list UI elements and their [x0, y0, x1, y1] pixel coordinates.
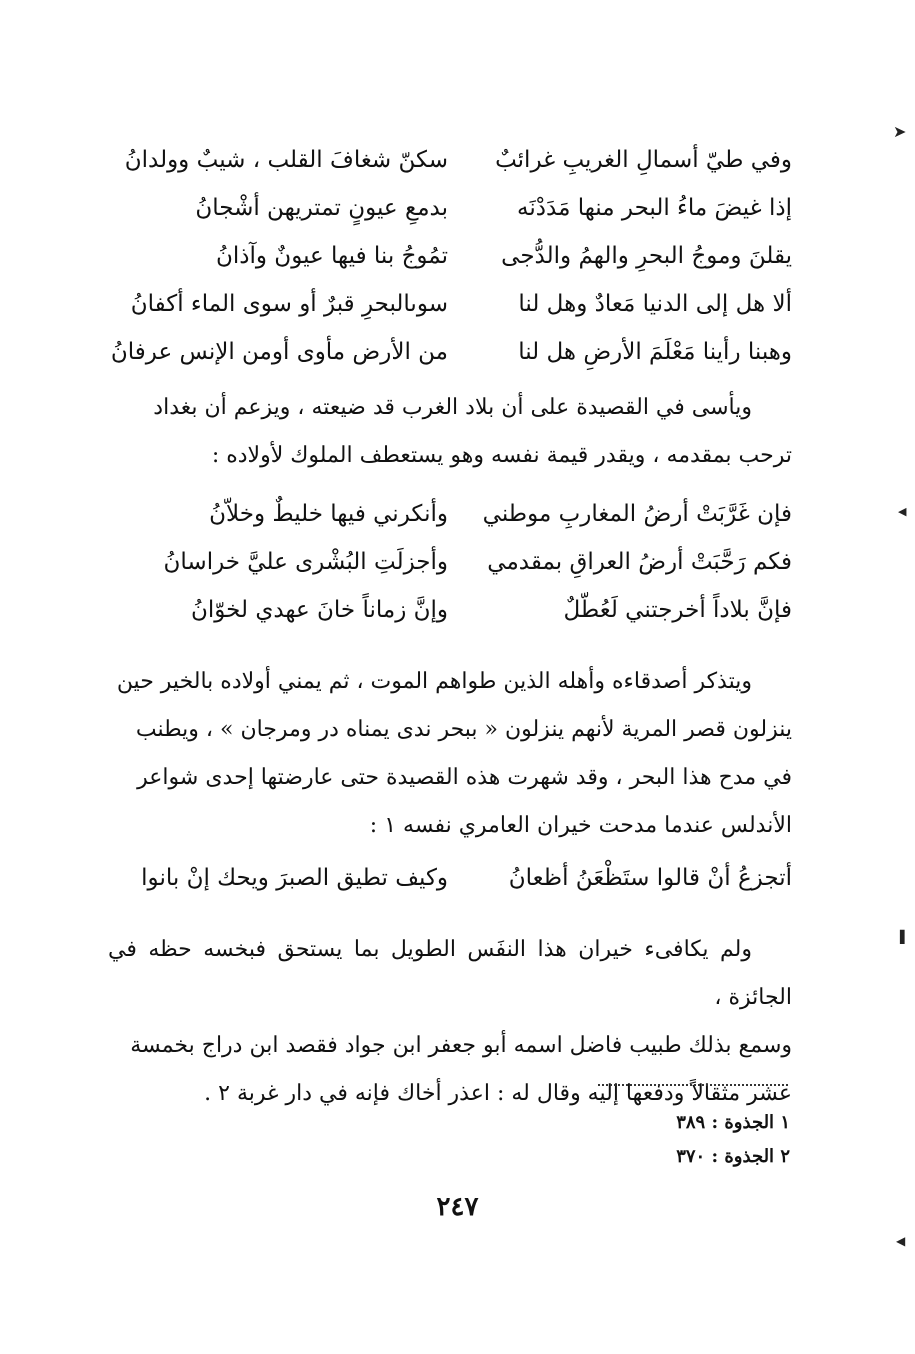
verse-first-hemistich: وفي طيّ أسمالِ الغريبِ غرائبٌ [495, 147, 792, 173]
verse-first-hemistich: فإن غَرَّبَتْ أرضُ المغاربِ موطني [482, 501, 792, 527]
prose-line: ويتذكر أصدقاءه وأهله الذين طواهم الموت ، ثم يمني أولاده بالخير حين [116, 669, 752, 694]
poem-block-2 [108, 490, 792, 634]
prose-paragraph-3 [108, 926, 792, 1118]
verse-line [108, 854, 792, 902]
verse-second-hemistich: وأنكرني فيها خليطٌ وخلاّنُ [209, 501, 448, 527]
prose-line: ترحب بمقدمه ، ويقدر قيمة نفسه وهو يستعطف الملوك لأولاده : [211, 443, 792, 468]
verse-second-hemistich: من الأرض مأوى أومن الإنس عرفانُ [110, 339, 448, 365]
margin-mark: ➤ [893, 122, 907, 141]
verse-line [108, 490, 792, 538]
verse-first-hemistich: يقلنَ وموجُ البحرِ والهمُ والدُّجى [501, 243, 792, 269]
poem-block-1 [108, 136, 792, 376]
verse-first-hemistich: ألا هل إلى الدنيا مَعادٌ وهل لنا [518, 291, 792, 317]
verse-first-hemistich: وهبنا رأينا مَعْلَمَ الأرضِ هل لنا [518, 339, 792, 365]
verse-second-hemistich: وأجزلَتِ البُشْرى عليَّ خراسانُ [163, 549, 448, 575]
verse-line [108, 328, 792, 376]
verse-first-hemistich: فكم رَحَّبَتْ أرضُ العراقِ بمقدمي [487, 549, 792, 575]
prose-line: ينزلون قصر المرية لأنهم ينزلون « ببحر ندى يمناه در ومرجان » ، ويطنب [135, 717, 792, 742]
verse-second-hemistich: وإنَّ زماناً خانَ عهدي لخوّانُ [190, 597, 448, 623]
prose-line: عشر مثقالاً ودفعها إليه وقال له : اعذر أخاك فإنه في دار غربة ٢ . [204, 1081, 792, 1106]
verse-first-hemistich: إذا غيضَ ماءُ البحر منها مَدَدْنَه [517, 195, 792, 221]
verse-line [108, 586, 792, 634]
prose-line: ولم يكافىء خيران هذا النفَس الطويل بما يستحق فبخسه حظه في الجائزة ، [108, 937, 792, 1010]
verse-second-hemistich: بدمعِ عيونٍ تمتريهن أشْجانُ [195, 195, 448, 221]
verse-first-hemistich: أتجزعُ أنْ قالوا ستَظْعَنُ أظعانُ [508, 865, 792, 891]
poem-block-3 [108, 854, 792, 902]
footnote: ١ الجذوة : ٣٨٩ [676, 1112, 790, 1133]
footnote: ٢ الجذوة : ٣٧٠ [676, 1146, 790, 1167]
prose-paragraph-2 [108, 658, 792, 850]
verse-line [108, 538, 792, 586]
prose-line: الأندلس عندما مدحت خيران العامري نفسه ١ : [369, 813, 792, 838]
margin-mark: ◀ [898, 505, 907, 518]
verse-line [108, 280, 792, 328]
prose-line: وسمع بذلك طبيب فاضل اسمه أبو جعفر ابن جواد فقصد ابن دراج بخمسة [130, 1033, 792, 1058]
verse-first-hemistich: فإنَّ بلاداً أخرجتني لَعُطّلٌ [563, 597, 792, 623]
verse-line [108, 136, 792, 184]
verse-second-hemistich: سكنّ شغافَ القلب ، شيبٌ وولدانُ [124, 147, 448, 173]
prose-paragraph-1 [108, 384, 792, 480]
margin-mark: ◀ [896, 1234, 906, 1248]
page-number: ٢٤٧ [436, 1192, 479, 1222]
prose-line: في مدح هذا البحر ، وقد شهرت هذه القصيدة حتى عارضتها إحدى شواعر [137, 765, 792, 790]
verse-second-hemistich: تمُوجُ بنا فيها عيونٌ وآذانُ [215, 243, 448, 269]
verse-second-hemistich: سوىالبحرِ قبرٌ أو سوى الماء أكفانُ [130, 291, 448, 317]
verse-line [108, 232, 792, 280]
margin-mark: ▌ [900, 930, 910, 944]
footnote-separator [598, 1084, 788, 1086]
verse-second-hemistich: وكيف تطيق الصبرَ ويحك إنْ بانوا [141, 865, 448, 891]
verse-line [108, 184, 792, 232]
prose-line: ويأسى في القصيدة على أن بلاد الغرب قد ضيعته ، ويزعم أن بغداد [153, 395, 752, 420]
